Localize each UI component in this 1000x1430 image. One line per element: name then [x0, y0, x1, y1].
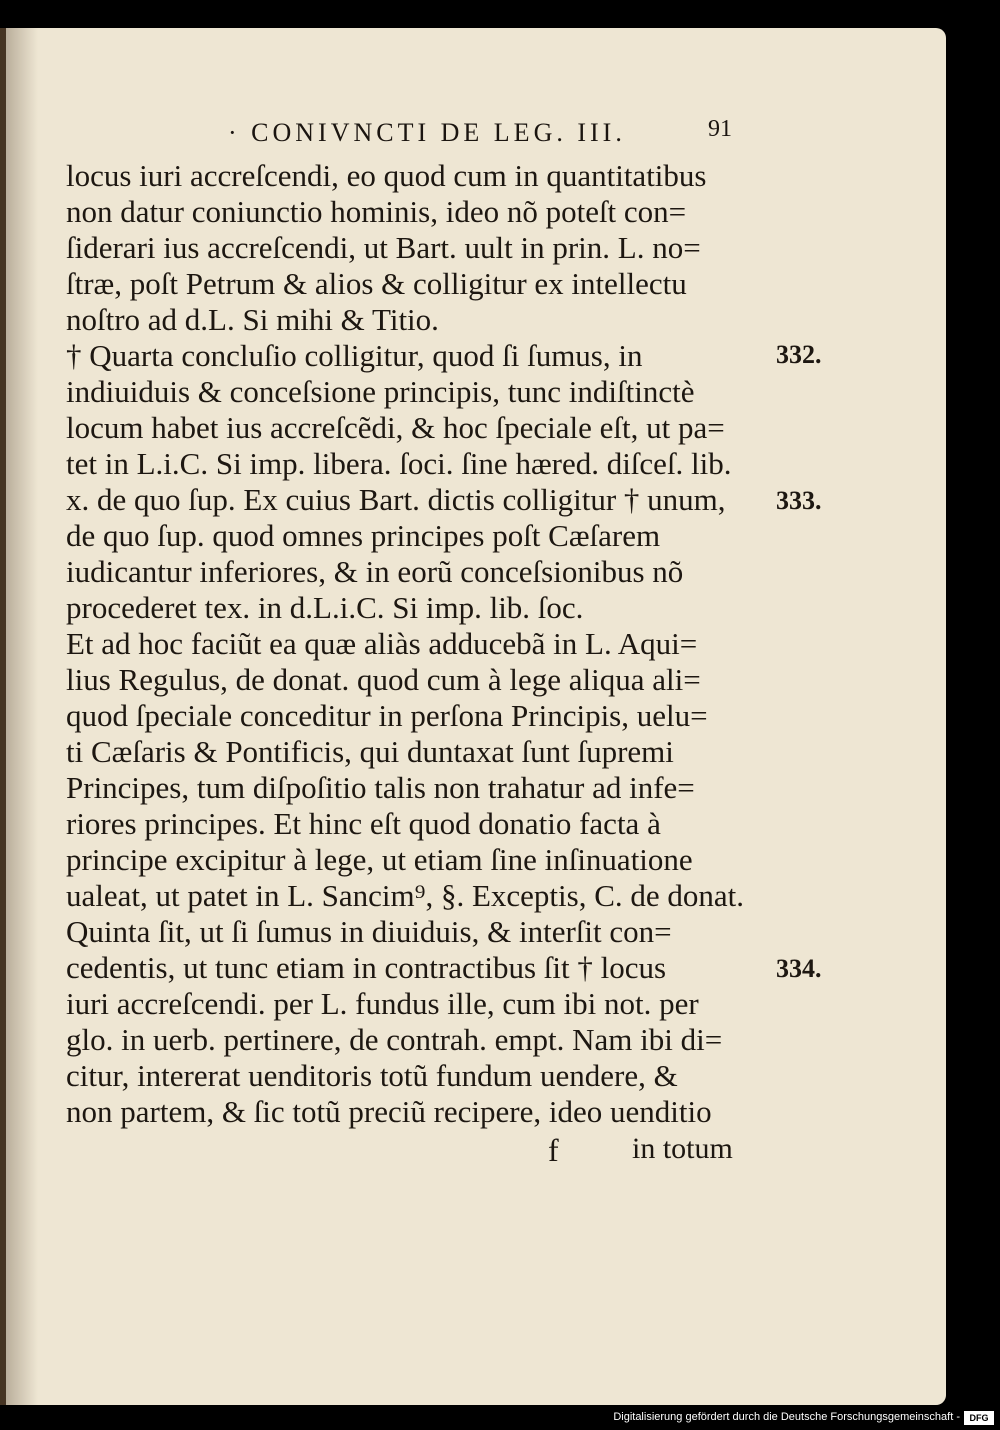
dfg-logo: DFG — [964, 1411, 994, 1425]
footer-bar — [0, 1408, 1000, 1430]
gutter-shadow — [0, 28, 38, 1405]
text-line: Principes, tum diſpoſitio talis non trahatur ad infe= — [66, 770, 695, 805]
text-line: iudicantur inferiores, & in eorũ conceſsionibus nõ — [66, 554, 684, 589]
text-line: citur, intererat uenditoris totũ fundum uendere, & — [66, 1058, 678, 1093]
text-line: ti Cæſaris & Pontificis, qui duntaxat ſunt ſupremi — [66, 734, 674, 769]
text-line: noſtro ad d.L. Si mihi & Titio. — [66, 302, 439, 337]
text-line: Quinta ſit, ut ſi ſumus in diuiduis, & interſit con= — [66, 914, 672, 949]
text-line: quod ſpeciale conceditur in perſona Principis, uelu= — [66, 698, 708, 733]
margin-note-number: 332. — [776, 340, 822, 369]
text-line: non datur coniunctio hominis, ideo nõ poteſt con= — [66, 194, 687, 229]
book-page — [0, 28, 946, 1405]
text-line: non partem, & ſic totũ preciũ recipere, ideo uenditio — [66, 1094, 712, 1129]
text-line: glo. in uerb. pertinere, de contrah. empt. Nam ibi di= — [66, 1022, 723, 1057]
text-line: ualeat, ut patet in L. Sancim⁹, §. Exceptis, C. de donat. — [66, 878, 745, 913]
margin-note-number: 333. — [776, 486, 822, 515]
running-head: · CONIVNCTI DE LEG. III. — [228, 118, 626, 147]
text-line: lius Regulus, de donat. quod cum à lege aliqua ali= — [66, 662, 701, 697]
text-line: x. de quo ſup. Ex cuius Bart. dictis colligitur † unum, — [66, 482, 726, 517]
text-line: de quo ſup. quod omnes principes poſt Cæſarem — [66, 518, 661, 553]
text-line: locum habet ius accreſcẽdi, & hoc ſpeciale eſt, ut pa= — [66, 410, 725, 445]
catchword: in totum — [632, 1132, 733, 1165]
text-line: ſiderari ius accreſcendi, ut Bart. uult in prin. L. no= — [66, 230, 701, 265]
text-line: riores principes. Et hinc eſt quod donatio facta à — [66, 806, 661, 841]
text-line: procederet tex. in d.L.i.C. Si imp. lib. ſoc. — [66, 590, 584, 625]
text-line: cedentis, ut tunc etiam in contractibus ſit † locus — [66, 950, 667, 985]
text-line: Et ad hoc faciũt ea quæ aliàs adducebã in L. Aqui= — [66, 626, 698, 661]
text-line: ſtræ, poſt Petrum & alios & colligitur ex intellectu — [66, 266, 687, 301]
text-line: locus iuri accreſcendi, eo quod cum in quantitatibus — [66, 158, 707, 193]
folio-number: 91 — [708, 116, 732, 142]
margin-note-number: 334. — [776, 954, 822, 983]
text-line: principe excipitur à lege, ut etiam ſine inſinuatione — [66, 842, 693, 877]
text-line: iuri accreſcendi. per L. fundus ille, cum ibi not. per — [66, 986, 699, 1021]
text-line: indiuiduis & conceſsione principis, tunc indiſtinctè — [66, 374, 695, 409]
signature-mark: f — [548, 1132, 559, 1168]
funding-credit: Digitalisierung gefördert durch die Deutsche Forschungsgemeinschaft - — [613, 1411, 960, 1423]
text-line: † Quarta concluſio colligitur, quod ſi ſumus, in — [66, 338, 643, 373]
text-line: tet in L.i.C. Si imp. libera. ſoci. ſine hæred. diſceſ. lib. — [66, 446, 732, 481]
